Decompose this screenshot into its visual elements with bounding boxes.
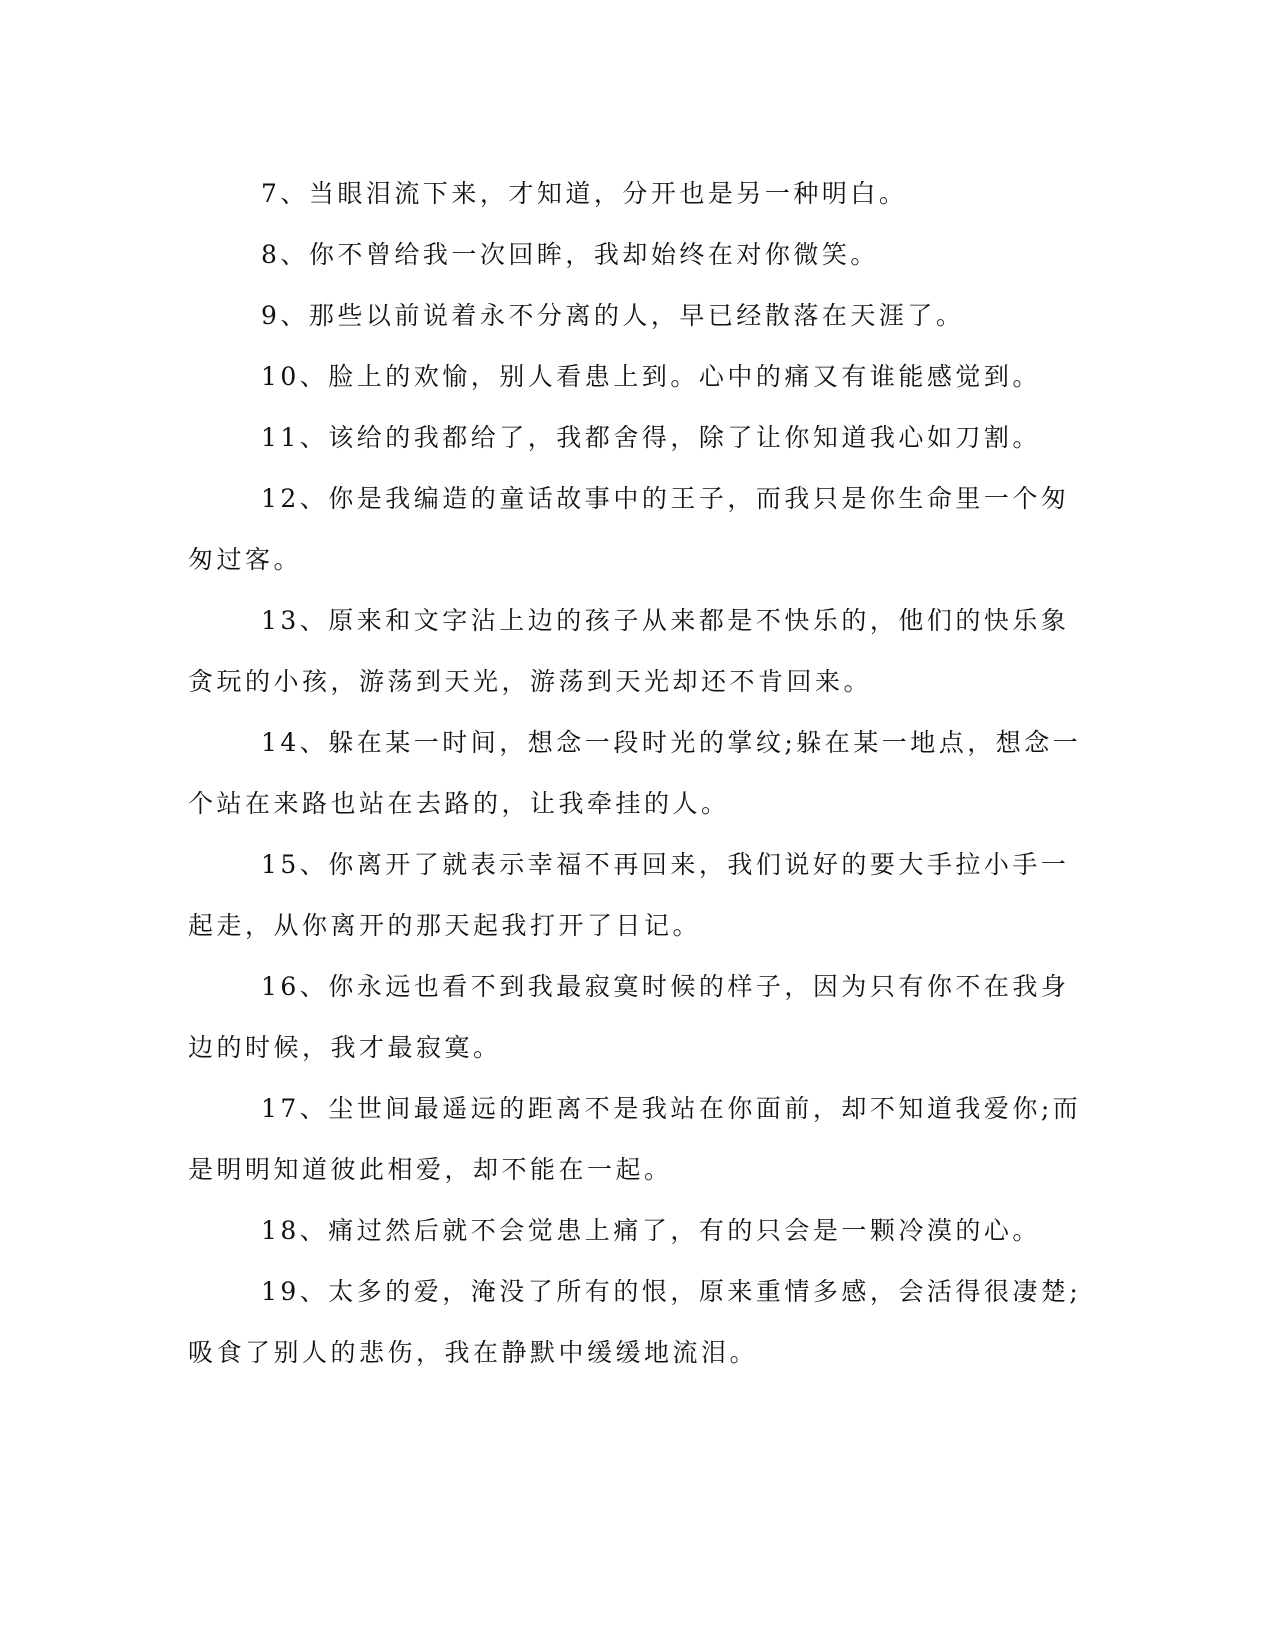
paragraph-10: 10、脸上的欢愉，别人看患上到。心中的痛又有谁能感觉到。 [261, 362, 1041, 391]
paragraph-14: 14、躲在某一时间，想念一段时光的掌纹;躲在某一地点，想念一个站在来路也站在去路的，让我牵挂的人。 [188, 728, 1082, 818]
paragraph-7: 7、当眼泪流下来，才知道，分开也是另一种明白。 [261, 179, 908, 208]
paragraph-16: 16、你永远也看不到我最寂寞时候的样子，因为只有你不在我身边的时候，我才最寂寞。 [188, 972, 1070, 1062]
paragraph-12: 12、你是我编造的童话故事中的王子，而我只是你生命里一个匆匆过客。 [188, 484, 1070, 574]
paragraph-19: 19、太多的爱，淹没了所有的恨，原来重情多感，会活得很凄楚;吸食了别人的悲伤，我在静默中缓缓地流泪。 [188, 1277, 1082, 1367]
document-body [188, 163, 1088, 1383]
paragraph-17: 17、尘世间最遥远的距离不是我站在你面前，却不知道我爱你;而是明明知道彼此相爱，却不能在一起。 [188, 1094, 1082, 1184]
paragraph-13: 13、原来和文字沾上边的孩子从来都是不快乐的，他们的快乐象贪玩的小孩，游荡到天光，游荡到天光却还不肯回来。 [188, 606, 1070, 696]
paragraph-11: 11、该给的我都给了，我都舍得，除了让你知道我心如刀割。 [261, 423, 1041, 452]
paragraph-9: 9、那些以前说着永不分离的人，早已经散落在天涯了。 [261, 301, 965, 330]
paragraph-15: 15、你离开了就表示幸福不再回来，我们说好的要大手拉小手一起走，从你离开的那天起我打开了日记。 [188, 850, 1070, 940]
paragraph-8: 8、你不曾给我一次回眸，我却始终在对你微笑。 [261, 240, 879, 269]
paragraph-18: 18、痛过然后就不会觉患上痛了，有的只会是一颗冷漠的心。 [261, 1216, 1041, 1245]
